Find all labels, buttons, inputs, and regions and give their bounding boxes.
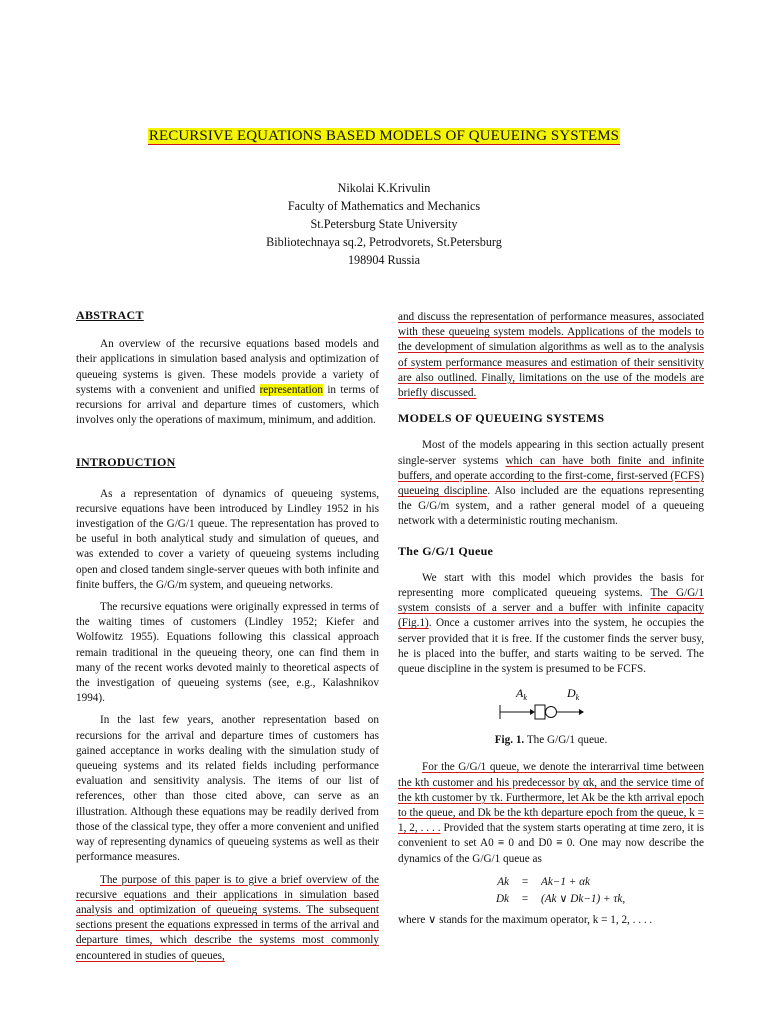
eq2-lhs: Dk (495, 893, 509, 906)
eq2-rhs: (Ak ∨ Dk−1) + τk, (541, 893, 626, 906)
buffer-box (535, 705, 545, 719)
author-address: Bibliotechnaya sq.2, Petrodvorets, St.Petersburg (266, 235, 502, 249)
abstract-text: An overview of the recursive equations based models and their applications in simulation based analysis and optimization of queueing systems is given. These models provide a variety of systems with a convenient and unified representation in terms of recursions for arrival and departure times of customers, which involves only the operations of maximum, minimum, and addition. (76, 338, 379, 427)
departure-arrowhead (579, 709, 584, 715)
abstract-heading: ABSTRACT (76, 308, 144, 322)
queue-diagram (398, 677, 704, 733)
left-column (76, 308, 379, 964)
server-icon (546, 707, 557, 718)
arrival-arrowhead (530, 709, 535, 715)
author-university: St.Petersburg State University (310, 217, 458, 231)
figure-caption: Fig. 1. The G/G/1 queue. (494, 734, 608, 747)
gg1-heading: The G/G/1 Queue (398, 543, 494, 558)
notation-paragraph: For the G/G/1 queue, we denote the interarrival time between the kth customer and his predecessor by αk, and the service time of the kth customer by τk. Furthermore, let Ak be the kth arrival epoch to the queue, and Dk be the kth departure epoch from the queue, k = 1, 2, . . . . Provided that the system starts operating at time zero, it is convenient to set A0 ≡ 0 and D0 ≡ 0. One may now describe the dynamics of the G/G/1 queue as (398, 761, 705, 865)
paper-title: RECURSIVE EQUATIONS BASED MODELS OF QUEUEING SYSTEMS (148, 128, 620, 144)
author-block (0, 179, 768, 269)
intro-paragraph-3: In the last few years, another representation based on recursions for the arrival and departure times of customers has gained acceptance in works dealing with the simulation study of queueing systems and its related fields including performance evaluation and sensitivity analysis. The items of our list of references, other than those cited above, can serve as an illustration. Although these equations may be readily derived from those of the classical type, they offer a more convenient and unified way of representing dynamics of queueing systems as well as their performance measures. (76, 714, 379, 864)
author-name: Nikolai K.Krivulin (337, 181, 431, 195)
right-column (398, 310, 704, 929)
gg1-paragraph: We start with this model which provides the basis for representing more complicated queueing systems. The G/G/1 system consists of a server and a buffer with infinite capacity (Fig.1). Once a customer arrives into the system, he occupies the server provided that it is free. If the customer finds the server busy, he is placed into the buffer, and starts waiting to be served. The queue discipline in the system is presumed to be FCFS. (398, 571, 704, 676)
author-faculty: Faculty of Mathematics and Mechanics (287, 199, 481, 213)
highlighted-word: representation (259, 383, 323, 396)
eq1-lhs: Ak (497, 875, 509, 888)
introduction-heading: INTRODUCTION (76, 455, 176, 470)
continuation-paragraph: and discuss the representation of performance measures, associated with these queueing system models. Applications of the models to the development of simulation algorithms as well as to the analysis of system performance measures and estimation of their sensitivity are also outlined. Finally, limitations on the use of the models are briefly discussed. (398, 311, 704, 400)
models-heading: MODELS OF QUEUEING SYSTEMS (398, 411, 605, 426)
intro-paragraph-1: As a representation of dynamics of queueing systems, recursive equations have been introduced by Lindley 1952 in his investigation of the G/G/1 queue. The representation has proved to be useful in both analytical study and simulation of queues, and was extended to cover a variety of queueing systems including open and closed tandem single-server queues with both infinite and finite buffers, the G/G/m system, and queueing networks. (76, 487, 379, 591)
models-paragraph: Most of the models appearing in this section actually present single-server systems which can have both finite and infinite buffers, and operate according to the first-come, first-served (FCFS) queueing discipline. Also included are the equations representing the G/G/m system, and a rather general model of a queueing network with a deterministic routing mechanism. (398, 439, 705, 528)
queue-figure (398, 677, 704, 733)
dynamics-equations (398, 873, 704, 909)
eq2-sign: = (521, 893, 529, 906)
where-line: where ∨ stands for the maximum operator, k = 1, 2, . . . . (398, 914, 653, 927)
eq1-rhs: Ak−1 + αk (541, 875, 590, 888)
eq1-sign: = (521, 875, 529, 888)
fig-label-arrival: $A_k$ (516, 686, 527, 703)
author-postcode: 198904 Russia (347, 253, 421, 267)
fig-label-departure: $D_k$ (567, 686, 580, 703)
intro-paragraph-2: The recursive equations were originally expressed in terms of the waiting times of customers (Lindley 1952; Kiefer and Wolfowitz 1955). Equations following this classical approach remain traditional in the queueing theory, one can find them in many of the recent works devoted mainly to theoretical aspects of the investigation of queueing systems (see, e.g., Kalashnikov 1994). (76, 601, 379, 705)
intro-paragraph-4: The purpose of this paper is to give a brief overview of the recursive equations and their applications in simulation based analysis and optimization of queueing systems. The subsequent sections present the equations expressed in terms of the arrival and departure times, which describe the systems most commonly encountered in studies of queues, (76, 873, 379, 962)
